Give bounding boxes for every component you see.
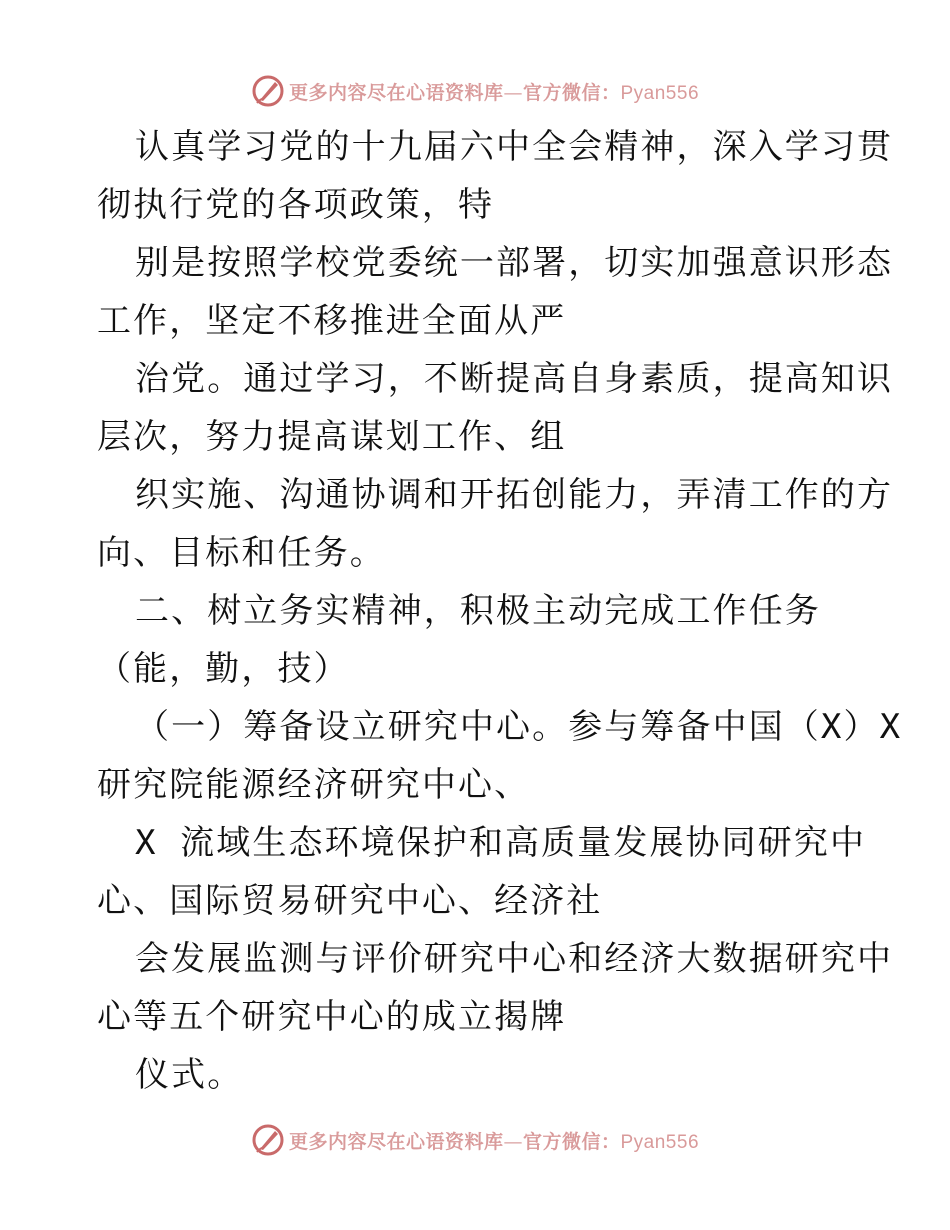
watermark-wechat-id: Pyan556 bbox=[620, 82, 700, 104]
text-line: （能，勤，技） bbox=[97, 649, 350, 689]
text-line: 会发展监测与评价研究中心和经济大数据研究中 bbox=[135, 939, 894, 979]
text-line: 层次，努力提高谋划工作、组 bbox=[97, 417, 567, 457]
text-line: 仪式。 bbox=[135, 1055, 244, 1095]
text-line: 向、目标和任务。 bbox=[97, 533, 386, 573]
text-line: 认真学习党的十九届六中全会精神，深入学习贯 bbox=[135, 127, 894, 167]
text-line: 工作，坚定不移推进全面从严 bbox=[97, 301, 567, 341]
watermark-footer bbox=[0, 1120, 950, 1160]
watermark-header bbox=[0, 71, 950, 111]
text-line: 二、树立务实精神，积极主动完成工作任务 bbox=[135, 591, 821, 631]
watermark-main: 更多内容尽在心语资料库 bbox=[288, 81, 504, 104]
text-line: （一）筹备设立研究中心。参与筹备中国（X）X bbox=[135, 707, 903, 747]
watermark-contact-label: 官方微信： bbox=[522, 81, 621, 104]
quill-logo-icon bbox=[251, 74, 285, 108]
watermark-separator: — bbox=[503, 1130, 523, 1153]
watermark-separator: — bbox=[503, 81, 523, 104]
watermark-text bbox=[289, 78, 699, 105]
text-line: 织实施、沟通协调和开拓创能力，弄清工作的方 bbox=[135, 475, 894, 515]
text-line: 彻执行党的各项政策，特 bbox=[97, 185, 495, 225]
text-line: 研究院能源经济研究中心、 bbox=[97, 765, 531, 805]
watermark-text bbox=[289, 1127, 699, 1154]
text-line: 别是按照学校党委统一部署，切实加强意识形态 bbox=[135, 243, 894, 283]
text-line: X 流域生态环境保护和高质量发展协同研究中 bbox=[135, 823, 867, 863]
document-body bbox=[97, 118, 903, 1104]
text-line: 心等五个研究中心的成立揭牌 bbox=[97, 997, 567, 1037]
text-line: 心、国际贸易研究中心、经济社 bbox=[97, 881, 603, 921]
text-line: 治党。通过学习，不断提高自身素质，提高知识 bbox=[135, 359, 894, 399]
quill-logo-icon bbox=[251, 1123, 285, 1157]
watermark-wechat-id: Pyan556 bbox=[620, 1131, 700, 1153]
watermark-main: 更多内容尽在心语资料库 bbox=[288, 1130, 504, 1153]
watermark-contact-label: 官方微信： bbox=[522, 1130, 621, 1153]
